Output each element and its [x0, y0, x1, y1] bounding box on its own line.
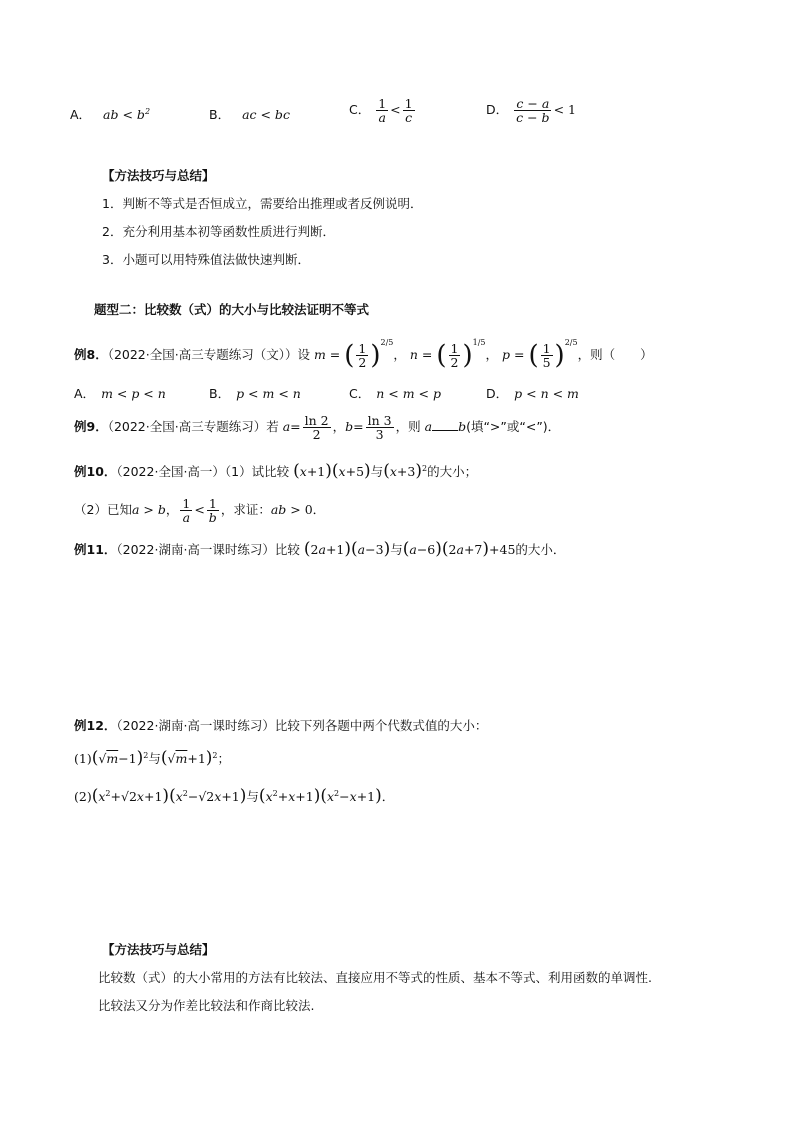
ex9-answer-blank[interactable]	[432, 430, 458, 431]
example-10: 例10．（2022·全国·高一）（1）试比较 (x+1)(x+5)与$(x+3)^2$的大小；	[74, 461, 478, 481]
ex8-label: 例8．	[74, 347, 108, 362]
tips1-item-2: 2．充分利用基本初等函数性质进行判断．	[102, 224, 335, 239]
example-10-part-2: （2）已知a > b， $\frac{1}{a}$ < $\frac{1}{b}$ ，求证：ab > 0．	[74, 496, 326, 526]
tips2-line-2: 比较法又分为作差比较法和作商比较法.	[98, 998, 315, 1013]
ex12-label: 例12．	[74, 718, 117, 733]
ex9-label: 例9．	[74, 419, 108, 435]
q7-option-b-expr: ac < bc	[242, 107, 290, 122]
example-12	[74, 716, 487, 734]
example-12-item-2: $(2)(x^2+√2x+1)(x^2-√2x+1)$与$(x^2+x+1)(x^2-x+1)$．	[74, 786, 395, 806]
tips2-title: 【方法技巧与总结】	[102, 942, 215, 957]
q7-option-d[interactable]: D． $\frac{c - a}{c - b}$ < 1	[486, 96, 576, 126]
ex9-tail: (填“>”或“<”)．	[466, 419, 561, 435]
q7-c-frac-right: $\frac{1}{c}$	[404, 96, 413, 126]
q7-option-a[interactable]	[70, 105, 150, 123]
tips1-title: 【方法技巧与总结】	[102, 168, 215, 183]
example-9: 例9．（2022·全国·高三专题练习）若 a= $\frac{\ln 2}{2}$ ，b= $\frac{\ln 3}{3}$ ，则 a b(填“>”或“<”)．	[74, 413, 561, 443]
q7-option-c[interactable]: C． $\frac{1}{a}$ < $\frac{1}{c}$	[349, 96, 413, 126]
q7-c-frac-left: $\frac{1}{a}$	[378, 96, 387, 126]
ex11-source: （2022·湖南·高一课时练习）比较	[116, 542, 300, 557]
ex10-source: （2022·全国·高一）（1）试比较	[116, 464, 290, 479]
q7-option-c-label: C．	[349, 102, 371, 118]
q7-option-b[interactable]	[209, 105, 290, 123]
q7-option-b-label: B．	[209, 107, 231, 122]
ex8-option-c[interactable]: C． n < m < p	[349, 386, 441, 401]
tips1-item-1: 1．判断不等式是否恒成立，需要给出推理或者反例说明．	[102, 196, 423, 211]
example-11: 例11．（2022·湖南·高一课时练习）比较 (2a+1)(a−3)与(a−6)(2a+7)+45的大小．	[74, 539, 566, 559]
q7-d-frac: $\frac{c - a}{c - b}$	[516, 96, 550, 126]
ex8-option-a[interactable]: A． m < p < n	[74, 386, 166, 401]
q7-option-a-label: A．	[70, 107, 92, 122]
example-8: 例8．（2022·全国·高三专题练习（文））设 m = ( $\frac{1}{2}$ )$^{2/5}$， n = ( $\frac{1}{2}$ )$^{1/5}$， p = ( $\frac{1}{5}$ )$^{2/5}$，则（ ）	[74, 338, 653, 371]
tips2-line-1: 比较数（式）的大小常用的方法有比较法、直接应用不等式的性质、基本不等式、利用函数的单调性.	[98, 970, 652, 985]
ex10-tail: 的大小；	[427, 464, 478, 479]
ex12-source: （2022·湖南·高一课时练习）比较下列各题中两个代数式值的大小：	[116, 718, 488, 733]
ex8-option-d[interactable]: D． p < n < m	[486, 386, 579, 401]
ex11-label: 例11．	[74, 542, 117, 557]
q7-option-d-label: D．	[486, 102, 509, 118]
ex11-tail: 的大小．	[515, 542, 566, 557]
ex8-tail: ，则（ ）	[577, 347, 653, 362]
q7-option-a-expr: ab < $b^2$	[103, 106, 151, 122]
ex8-option-b[interactable]: B． p < m < n	[209, 386, 301, 401]
section-title: 题型二：比较数（式）的大小与比较法证明不等式	[94, 302, 370, 317]
ex10-label: 例10．	[74, 464, 117, 479]
example-12-item-1: $(1)(√m-1)^2$与$(√m+1)^2$；	[74, 748, 231, 768]
tips1-item-3: 3．小题可以用特殊值法做快速判断．	[102, 252, 310, 267]
ex8-source: （2022·全国·高三专题练习（文））设	[107, 347, 310, 362]
ex9-source: （2022·全国·高三专题练习）若	[107, 419, 279, 435]
